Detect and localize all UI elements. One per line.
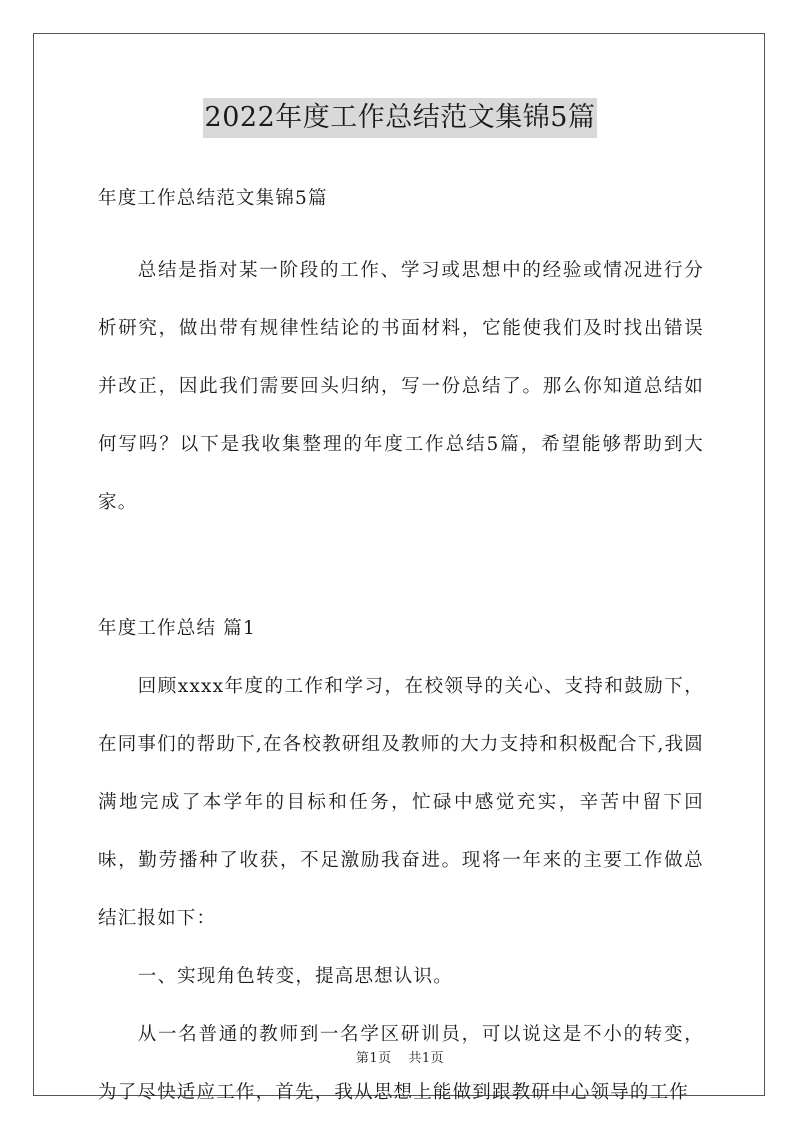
document-subtitle: 年度工作总结范文集锦5篇 — [98, 188, 328, 209]
page-footer — [0, 1047, 800, 1066]
intro-paragraph: 总结是指对某一阶段的工作、学习或思想中的经验或情况进行分析研究，做出带有规律性结论的书面材料，它能使我们及时找出错误并改正，因此我们需要回头归纳，写一份总结了。那么你知道总结如何写吗？以下是我收集整理的年度工作总结5篇，希望能够帮助到大家。 — [98, 260, 704, 513]
document-title-text: 2022年度工作总结范文集锦5篇 — [203, 98, 598, 138]
page-total: 共1页 — [408, 1051, 445, 1066]
body-paragraph-1: 回顾xxxx年度的工作和学习，在校领导的关心、支持和鼓励下，在同事们的帮助下,在各校教研组及教师的大力支持和积极配合下,我圆满地完成了本学年的目标和任务，忙碌中感觉充实，辛苦中留下回味，勤劳播种了收获，不足激励我奋进。现将一年来的主要工作做总结汇报如下： — [98, 676, 704, 929]
document-title — [0, 96, 800, 138]
section-heading: 年度工作总结 篇1 — [98, 618, 256, 639]
document-body — [98, 170, 704, 1122]
spacer — [98, 532, 704, 600]
page-number: 第1页 — [355, 1051, 392, 1066]
body-paragraph-2: 从一名普通的教师到一名学区研训员，可以说这是不小的转变，为了尽快适应工作，首先，我从思想上能做到跟教研中心领导的工作 — [98, 1024, 704, 1103]
spacer — [98, 228, 704, 242]
point-heading-1: 一、实现角色转变，提高思想认识。 — [137, 966, 453, 987]
